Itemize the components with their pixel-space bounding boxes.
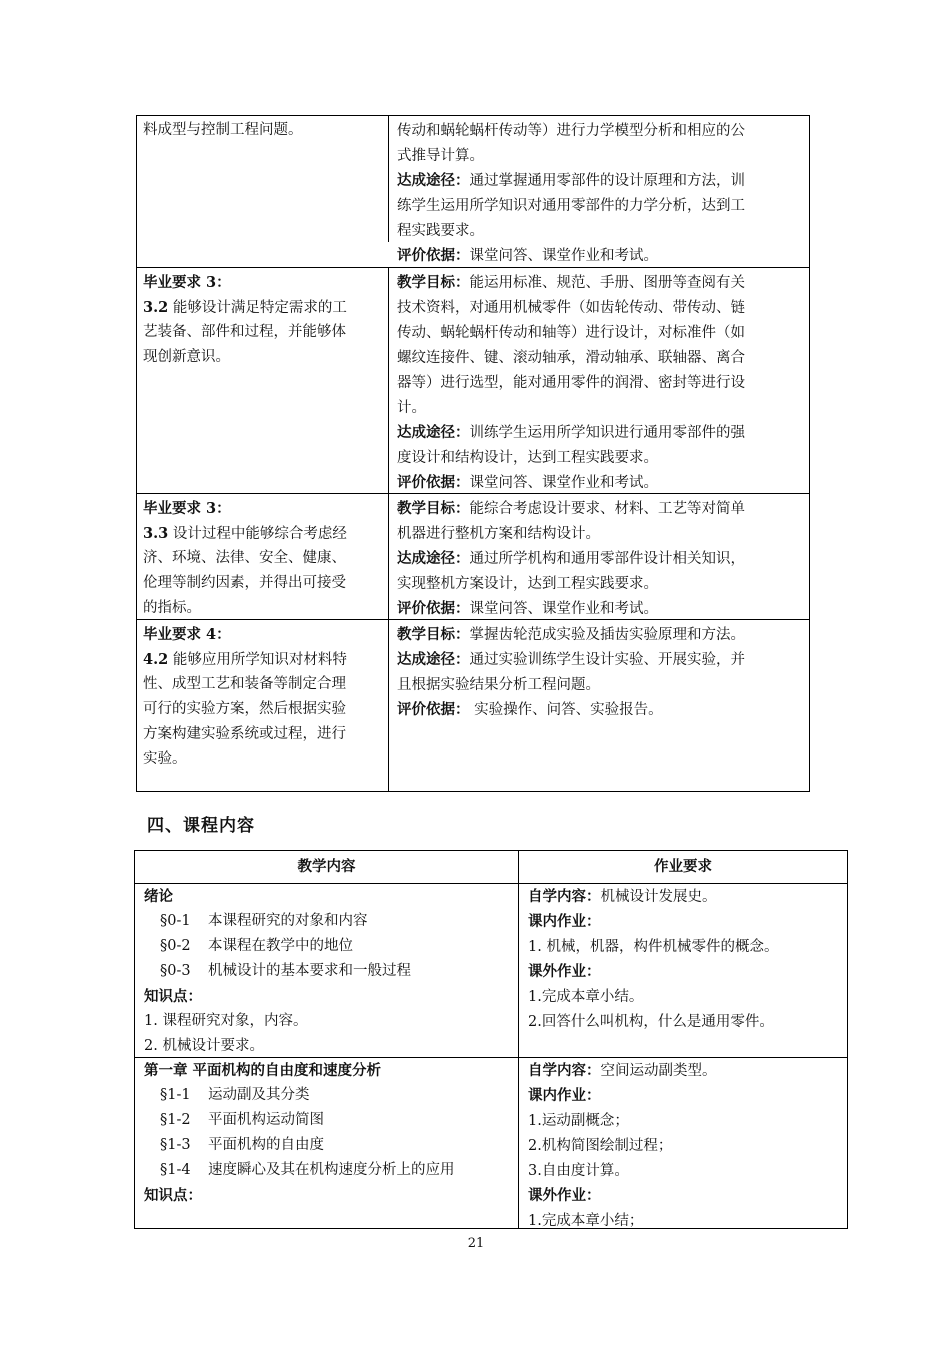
section-item: §1-1 运动副及其分类	[160, 1087, 310, 1103]
homework-line: 1.运动副概念；	[528, 1113, 629, 1129]
section-item: §1-3 平面机构的自由度	[160, 1137, 324, 1153]
homework-line: 1.完成本章小结；	[528, 1213, 644, 1229]
objective-line: 螺纹连接件、键、滚动轴承，滑动轴承、联轴器、离合	[397, 350, 745, 366]
objective-line: 评价依据：课堂问答、课堂作业和考试。	[397, 247, 658, 264]
objective-line: 计。	[397, 400, 426, 416]
objective-line: 度设计和结构设计，达到工程实践要求。	[397, 450, 658, 466]
objective-line: 式推导计算。	[397, 148, 484, 164]
requirement-text: 可行的实验方案，然后根据实验	[143, 701, 346, 717]
requirement-cell	[137, 620, 389, 791]
objective-line: 机器进行整机方案和结构设计。	[397, 526, 600, 542]
objective-line: 教学目标：能综合考虑设计要求、材料、工艺等对简单	[397, 500, 745, 517]
objective-line: 技术资料，对通用机械零件（如齿轮传动、带传动、链	[397, 300, 745, 316]
objective-line: 达成途径：通过所学机构和通用零部件设计相关知识，	[397, 550, 745, 567]
homework-line: 2.回答什么叫机构，什么是通用零件。	[528, 1014, 774, 1030]
requirement-text: 方案构建实验系统或过程，进行	[143, 726, 346, 742]
requirement-text: 现创新意识。	[143, 349, 230, 365]
section-title: 四、课程内容	[147, 816, 255, 836]
table-row	[137, 493, 809, 620]
knowledge-item: 1. 课程研究对象，内容。	[144, 1013, 308, 1029]
requirement-heading: 毕业要求 4：	[143, 626, 231, 643]
column-header-homework: 作业要求	[654, 858, 712, 875]
homework-cell	[519, 884, 847, 1058]
objective-line: 教学目标：掌握齿轮范成实验及插齿实验原理和方法。	[397, 626, 745, 643]
homework-line: 1.完成本章小结。	[528, 989, 644, 1005]
objective-line: 达成途径：通过掌握通用零部件的设计原理和方法，训	[397, 172, 745, 189]
homework-line: 3.自由度计算。	[528, 1163, 629, 1179]
homework-line: 课外作业：	[528, 1187, 601, 1204]
objective-cell	[389, 116, 809, 264]
knowledge-label: 知识点：	[144, 988, 202, 1005]
section-item: §0-2 本课程在教学中的地位	[160, 938, 353, 954]
objective-line: 评价依据：课堂问答、课堂作业和考试。	[397, 474, 658, 491]
homework-line: 自学内容：空间运动副类型。	[528, 1062, 717, 1079]
requirement-text: 济、环境、法律、安全、健康、	[143, 550, 346, 566]
table-row	[137, 619, 809, 791]
requirement-text: 3.3 设计过程中能够综合考虑经	[143, 525, 347, 542]
objective-line: 传动和蜗轮蜗杆传动等）进行力学模型分析和相应的公	[397, 123, 745, 139]
requirement-heading: 毕业要求 3：	[143, 500, 231, 517]
knowledge-item: 2. 机械设计要求。	[144, 1038, 264, 1054]
objective-line: 传动、蜗轮蜗杆传动和轴等）进行设计，对标准件（如	[397, 325, 745, 341]
content-cell	[135, 884, 519, 1058]
page-number: 21	[467, 1236, 485, 1251]
objective-line: 实现整机方案设计，达到工程实践要求。	[397, 576, 658, 592]
objective-line: 且根据实验结果分析工程问题。	[397, 677, 600, 693]
table-header	[135, 851, 847, 884]
objective-line: 器等）进行选型，能对通用零件的润滑、密封等进行设	[397, 375, 745, 391]
objective-line: 达成途径：通过实验训练学生设计实验、开展实验，并	[397, 651, 745, 668]
homework-line: 课内作业：	[528, 913, 601, 930]
objective-line: 程实践要求。	[397, 223, 484, 239]
requirement-text: 艺装备、部件和过程，并能够体	[143, 324, 346, 340]
chapter-title: 绪论	[144, 888, 173, 905]
objective-line: 达成途径：训练学生运用所学知识进行通用零部件的强	[397, 424, 745, 441]
requirement-text: 实验。	[143, 751, 187, 767]
homework-line: 2.机构简图绘制过程；	[528, 1138, 673, 1154]
section-item: §0-3 机械设计的基本要求和一般过程	[160, 963, 411, 979]
homework-line: 课内作业：	[528, 1087, 601, 1104]
section-item: §1-2 平面机构运动简图	[160, 1112, 324, 1128]
objective-line: 教学目标：能运用标准、规范、手册、图册等查阅有关	[397, 274, 745, 291]
table-row	[135, 884, 847, 1058]
requirement-heading: 毕业要求 3：	[143, 274, 231, 291]
course-content-table	[134, 850, 848, 1229]
outcomes-table	[136, 115, 810, 792]
section-item: §1-4 速度瞬心及其在机构速度分析上的应用	[160, 1162, 455, 1178]
objective-line: 练学生运用所学知识对通用零部件的力学分析，达到工	[397, 198, 745, 214]
objective-line: 评价依据：课堂问答、课堂作业和考试。	[397, 600, 658, 617]
objective-line: 评价依据： 实验操作、问答、实验报告。	[397, 701, 663, 718]
knowledge-label: 知识点：	[144, 1187, 202, 1204]
objective-cell	[389, 494, 809, 620]
homework-line: 自学内容：机械设计发展史。	[528, 888, 717, 905]
requirement-cell	[137, 116, 389, 242]
homework-line: 1. 机械，机器，构件机械零件的概念。	[528, 939, 779, 955]
table-row	[137, 267, 809, 494]
homework-line: 课外作业：	[528, 963, 601, 980]
requirement-cell	[137, 268, 389, 494]
requirement-text: 伦理等制约因素，并得出可接受	[143, 575, 346, 591]
requirement-text: 3.2 能够设计满足特定需求的工	[143, 299, 347, 316]
requirement-cell	[137, 494, 389, 620]
homework-cell	[519, 1058, 847, 1229]
requirement-text: 4.2 能够应用所学知识对材料特	[143, 651, 347, 668]
requirement-text: 料成型与控制工程问题。	[143, 122, 303, 138]
column-header-content: 教学内容	[135, 851, 519, 883]
objective-cell	[389, 268, 809, 494]
objective-cell	[389, 620, 809, 791]
table-row	[135, 1057, 847, 1229]
section-item: §0-1 本课程研究的对象和内容	[160, 913, 368, 929]
chapter-title: 第一章 平面机构的自由度和速度分析	[144, 1062, 382, 1079]
requirement-text: 性、成型工艺和装备等制定合理	[143, 676, 346, 692]
requirement-text: 的指标。	[143, 600, 201, 616]
table-row	[137, 116, 809, 264]
content-cell	[135, 1058, 519, 1229]
